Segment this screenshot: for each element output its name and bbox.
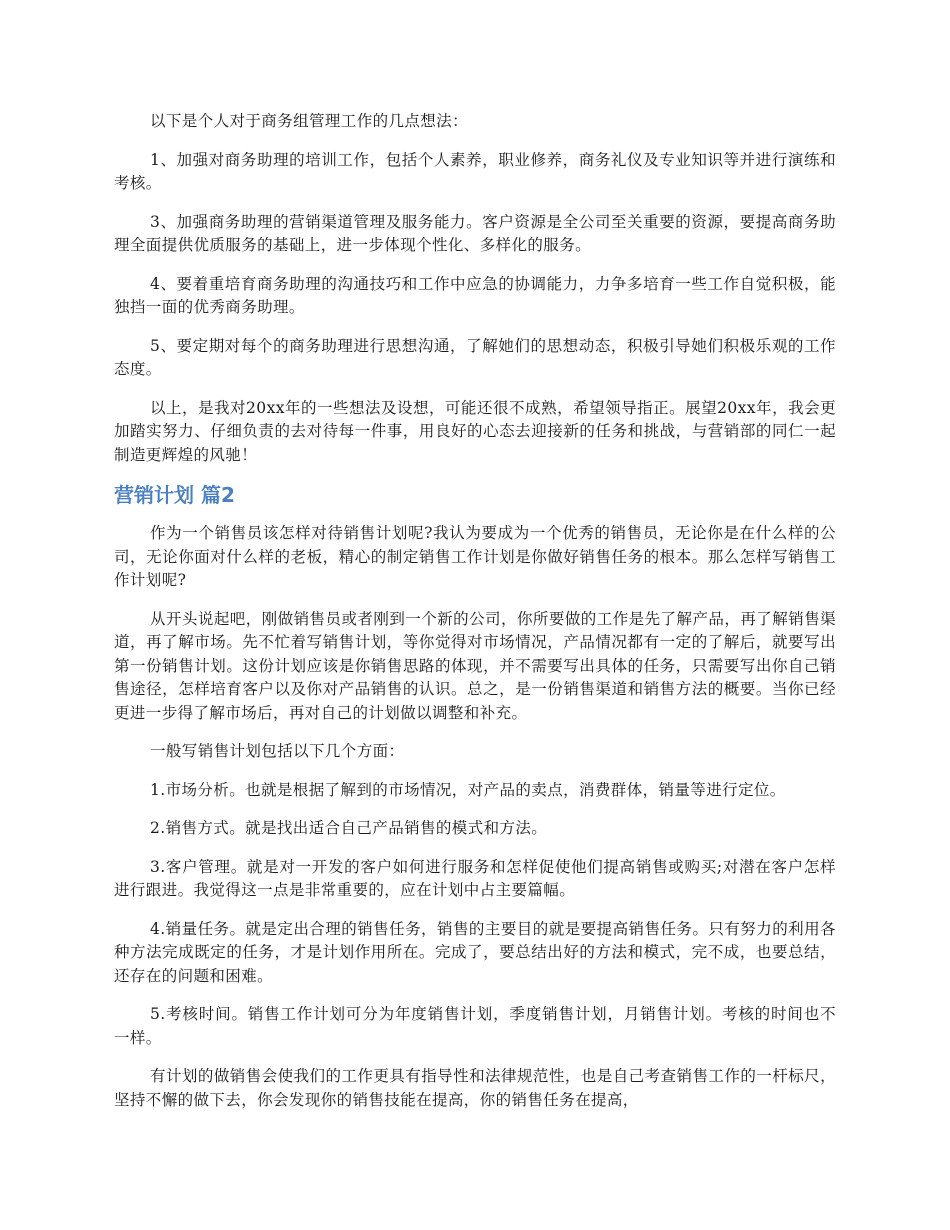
paragraph-planned-selling: 有计划的做销售会使我们的工作更具有指导性和法律规范性，也是自己考查销售工作的一杆标尺，坚持不懈的做下去，你会发现你的销售技能在提高，你的销售任务在提高， [114,1067,836,1109]
paragraph-item-3: 3、加强商务助理的营销渠道管理及服务能力。客户资源是全公司至关重要的资源，要提高商务助理全面提供优质服务的基础上，进一步体现个性化、多样化的服务。 [114,212,836,254]
paragraph-customer-management: 3.客户管理。就是对一开发的客户如何进行服务和怎样促使他们提高销售或购买;对潜在客户怎样进行跟进。我觉得这一点是非常重要的，应在计划中占主要篇幅。 [114,857,836,899]
paragraph-item-4: 4、要着重培育商务助理的沟通技巧和工作中应急的协调能力，力争多培育一些工作自觉积极，能独挡一面的优秀商务助理。 [114,274,836,316]
paragraph-aspects-intro: 一般写销售计划包括以下几个方面： [150,742,405,760]
paragraph-market-analysis: 1.市场分析。也就是根据了解到的市场情况，对产品的卖点，消费群体，销量等进行定位。 [150,780,786,799]
document-page [114,110,836,1127]
paragraph-item-1: 1、加强对商务助理的培训工作，包括个人素养，职业修养，商务礼仪及专业知识等并进行演练和考核。 [114,150,836,192]
section-heading: 营销计划 篇2 [114,483,235,507]
paragraph-sales-target: 4.销量任务。就是定出合理的销售任务，销售的主要目的就是要提高销售任务。只有努力的利用各种方法完成既定的任务，才是计划作用所在。完成了，要总结出好的方法和模式，完不成，也要总结，还存在的问题和困难。 [114,919,836,985]
paragraph-item-5: 5、要定期对每个的商务助理进行思想沟通，了解她们的思想动态，积极引导她们积极乐观的工作态度。 [114,336,836,378]
paragraph-start: 从开头说起吧，刚做销售员或者刚到一个新的公司，你所要做的工作是先了解产品，再了解销售渠道，再了解市场。先不忙着写销售计划，等你觉得对市场情况，产品情况都有一定的了解后，就要写出第一份销售计划。这份计划应该是你销售思路的体现，并不需要写出具体的任务，只需要写出你自己销售途径，怎样培育客户以及你对产品销售的认识。总之，是一份销售渠道和销售方法的概要。当你已经更进一步得了解市场后，再对自己的计划做以调整和补充。 [114,609,836,722]
paragraph-assessment-time: 5.考核时间。销售工作计划可分为年度销售计划，季度销售计划，月销售计划。考核的时间也不 一样。 [114,1005,836,1047]
paragraph-intro: 以下是个人对于商务组管理工作的几点想法： [150,112,469,130]
paragraph-sales-method: 2.销售方式。就是找出适合自己产品销售的模式和方法。 [150,819,548,837]
paragraph-question: 作为一个销售员该怎样对待销售计划呢?我认为要成为一个优秀的销售员，无论你是在什么样的公司，无论你面对什么样的老板，精心的制定销售工作计划是你做好销售任务的根本。那么怎样写销售工作计划呢? [114,524,836,589]
paragraph-conclusion: 以上，是我对20xx年的一些想法及设想，可能还很不成熟，希望领导指正。展望20xx年，我会更加踏实努力、仔细负责的去对待每一件事，用良好的心态去迎接新的任务和挑战，与营销部的同仁一起制造更辉煌的风驰！ [114,398,836,464]
